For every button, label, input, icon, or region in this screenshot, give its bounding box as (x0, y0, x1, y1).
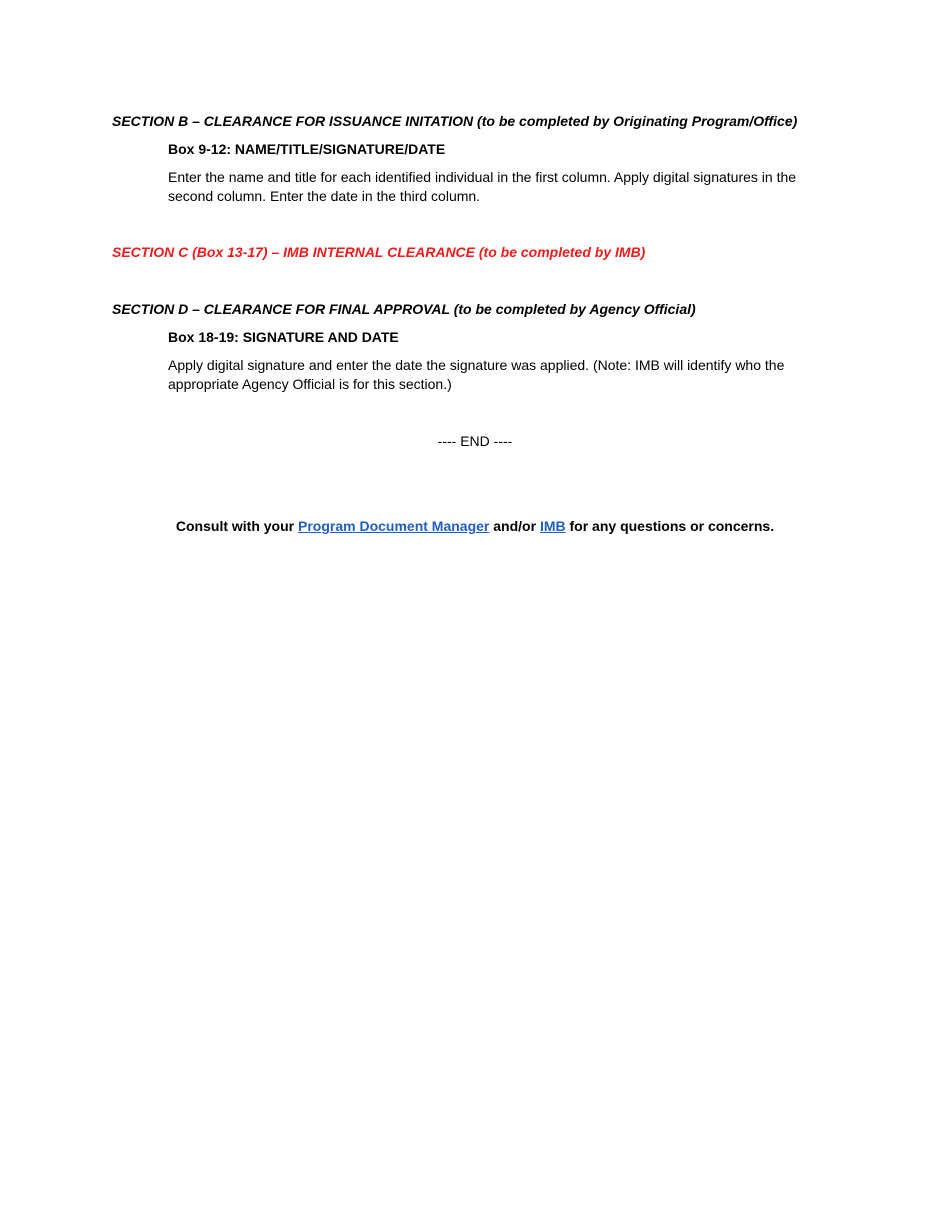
section-b-heading: SECTION B – CLEARANCE FOR ISSUANCE INITATION (to be completed by Originating Program/Office) (112, 113, 798, 129)
program-document-manager-link[interactable]: Program Document Manager (298, 518, 490, 534)
imb-link[interactable]: IMB (539, 518, 566, 534)
section-b-body: Enter the name and title for each identified individual in the first column. Apply digital signatures in the second column. Enter the date in the third column. (168, 169, 797, 204)
end-marker: ---- END ---- (437, 433, 513, 449)
consult-footer (0, 517, 950, 535)
consult-suffix: for any questions or concerns. (565, 518, 775, 534)
section-d-heading: SECTION D – CLEARANCE FOR FINAL APPROVAL (to be completed by Agency Official) (112, 301, 696, 317)
section-d-box-heading: Box 18-19: SIGNATURE AND DATE (168, 329, 399, 345)
consult-middle: and/or (489, 518, 540, 534)
section-d-body: Apply digital signature and enter the date the signature was applied. (Note: IMB will identify who the appropriate Agency Official is for this section.) (168, 357, 785, 392)
consult-prefix: Consult with your (175, 518, 298, 534)
section-c-heading: SECTION C (Box 13-17) – IMB INTERNAL CLEARANCE (to be completed by IMB) (112, 244, 646, 260)
section-b-box-heading: Box 9-12: NAME/TITLE/SIGNATURE/DATE (168, 141, 446, 157)
